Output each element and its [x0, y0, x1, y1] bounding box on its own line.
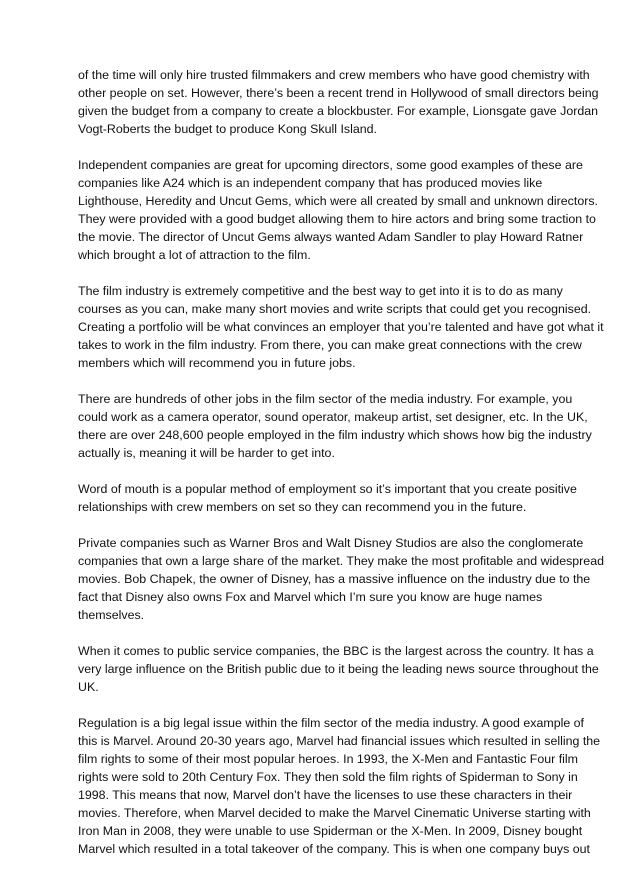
text-line: could work as a camera operator, sound operator, makeup artist, set designer, etc. In the UK,: [78, 410, 588, 424]
text-line: UK.: [78, 680, 99, 694]
text-line: of the time will only hire trusted filmmakers and crew members who have good chemistry with: [78, 68, 590, 82]
text-line: members which will recommend you in future jobs.: [78, 356, 356, 370]
text-line: very large influence on the British public due to it being the leading news source throughout the: [78, 662, 599, 676]
text-line: movies. Bob Chapek, the owner of Disney, has a massive influence on the industry due to the: [78, 572, 591, 586]
text-line: 1998. This means that now, Marvel don’t have the licenses to use these characters in their: [78, 788, 573, 802]
text-line: movies. Therefore, when Marvel decided to make the Marvel Cinematic Universe starting with: [78, 806, 591, 820]
text-line: takes to work in the film industry. From there, you can make great connections with the crew: [78, 338, 582, 352]
text-line: Vogt-Roberts the budget to produce Kong Skull Island.: [78, 122, 377, 136]
text-line: There are hundreds of other jobs in the film sector of the media industry. For example, you: [78, 392, 573, 406]
paragraph-2: [78, 156, 598, 264]
text-line: film rights to some of their most popular heroes. In 1993, the X-Men and Fantastic Four film: [78, 752, 578, 766]
paragraph-3: [78, 282, 604, 372]
text-line: companies that own a large share of the market. They make the most profitable and widespread: [78, 554, 604, 568]
text-line: Marvel which resulted in a total takeover of the company. This is when one company buys out: [78, 842, 590, 856]
text-line: the movie. The director of Uncut Gems always wanted Adam Sandler to play Howard Ratner: [78, 230, 584, 244]
text-line: given the budget from a company to create a blockbuster. For example, Lionsgate gave Jordan: [78, 104, 599, 118]
text-line: Private companies such as Warner Bros and Walt Disney Studios are also the conglomerate: [78, 536, 584, 550]
document-body: [78, 66, 604, 876]
text-line: Lighthouse, Heredity and Uncut Gems, which were all created by small and unknown directors.: [78, 194, 598, 208]
text-line: there are over 248,600 people employed in the film industry which shows how big the industry: [78, 428, 592, 442]
text-line: relationships with crew members on set so they can recommend you in the future.: [78, 500, 527, 514]
text-line: which brought a lot of attraction to the film.: [78, 248, 311, 262]
text-line: When it comes to public service companies, the BBC is the largest across the country. It has a: [78, 644, 594, 658]
text-line: rights were sold to 20th Century Fox. They then sold the film rights of Spiderman to Sony in: [78, 770, 578, 784]
text-line: They were provided with a good budget allowing them to hire actors and bring some traction to: [78, 212, 596, 226]
paragraph-4: [78, 390, 592, 462]
paragraph-8: [78, 714, 601, 858]
paragraph-6: [78, 534, 604, 624]
text-line: companies like A24 which is an independent company that has produced movies like: [78, 176, 543, 190]
text-line: Iron Man in 2008, they were unable to use Spiderman or the X-Men. In 2009, Disney bought: [78, 824, 583, 838]
text-line: courses as you can, make many short movies and write scripts that could get you recognised.: [78, 302, 592, 316]
text-line: Creating a portfolio will be what convinces an employer that you’re talented and have got what it: [78, 320, 604, 334]
paragraph-1: [78, 66, 599, 138]
text-line: this is Marvel. Around 20-30 years ago, Marvel had financial issues which resulted in selling the: [78, 734, 601, 748]
text-line: Word of mouth is a popular method of employment so it’s important that you create positive: [78, 482, 577, 496]
text-line: actually is, meaning it will be harder to get into.: [78, 446, 335, 460]
text-line: Independent companies are great for upcoming directors, some good examples of these are: [78, 158, 583, 172]
paragraph-7: [78, 642, 599, 696]
text-line: fact that Disney also owns Fox and Marvel which I’m sure you know are huge names: [78, 590, 543, 604]
text-line: themselves.: [78, 608, 145, 622]
text-line: other people on set. However, there’s been a recent trend in Hollywood of small directors being: [78, 86, 599, 100]
text-line: Regulation is a big legal issue within the film sector of the media industry. A good example of: [78, 716, 584, 730]
paragraph-5: [78, 480, 577, 516]
text-line: The film industry is extremely competitive and the best way to get into it is to do as many: [78, 284, 563, 298]
